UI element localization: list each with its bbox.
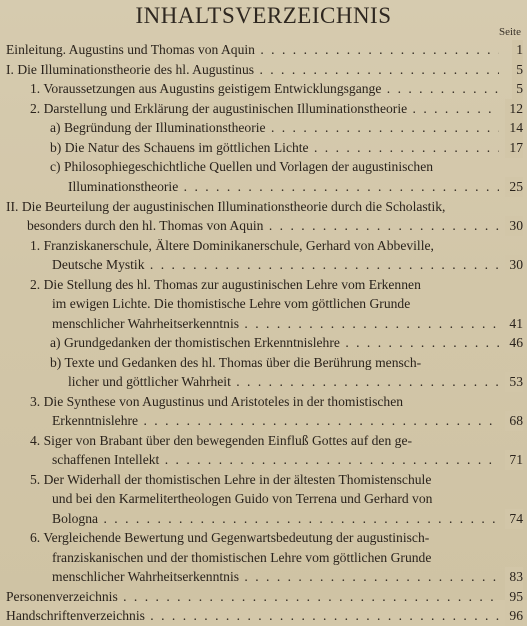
toc-entry-text: 6. Vergleichende Bewertung und Gegenwartsbedeutung der augustinisch- xyxy=(30,530,430,545)
toc-entry-line xyxy=(30,470,523,490)
toc-entry-line xyxy=(6,587,499,607)
toc-entry-line xyxy=(52,255,499,275)
toc-entry-line xyxy=(30,79,499,99)
toc-entry-text: licher und göttlicher Wahrheit . . . xyxy=(68,374,499,389)
toc-entry-text: I. Die Illuminationstheorie des hl. Augustinus . . . xyxy=(6,62,499,77)
toc-entry-line xyxy=(52,314,499,334)
toc-entry-text: II. Die Beurteilung der augustinischen Illuminationstheorie durch die Scholastik, xyxy=(6,199,446,214)
toc-entry-line xyxy=(52,489,523,509)
toc-page-number: 30 xyxy=(505,255,523,275)
toc-entry-text: a) Grundgedanken der thomistischen Erkenntnislehre . . . xyxy=(50,335,499,350)
toc-entry-text: 4. Siger von Brabant über den bewegenden Einfluß Gottes auf den ge- xyxy=(30,433,413,448)
toc-entry-line xyxy=(50,138,499,158)
toc-entry-text: im ewigen Lichte. Die thomistische Lehre vom göttlichen Grunde xyxy=(52,296,411,311)
toc-entry-line xyxy=(6,197,523,217)
toc-entry-line xyxy=(30,275,523,295)
toc-entry-text: 3. Die Synthese von Augustinus und Aristoteles in der thomistischen xyxy=(30,394,404,409)
toc-entry-text: Deutsche Mystik . . . xyxy=(52,257,499,272)
toc-entry-text: 1. Voraussetzungen aus Augustins geistigem Entwicklungsgange . . . xyxy=(30,81,499,96)
toc-entry-line xyxy=(27,216,499,236)
toc-page-number: 17 xyxy=(505,138,523,158)
page-title: INHALTSVERZEICHNIS xyxy=(135,3,392,28)
toc-entry-line xyxy=(6,60,499,80)
toc-page-number: 25 xyxy=(505,177,523,197)
toc-page-number: 12 xyxy=(505,99,523,119)
toc-entry-line xyxy=(30,392,523,412)
toc-entry-text: Illuminationstheorie . . . xyxy=(68,179,499,194)
toc-entry-line xyxy=(50,118,499,138)
toc-page-number: 68 xyxy=(505,411,523,431)
toc-page-number: 5 xyxy=(512,79,523,99)
toc-entry-line xyxy=(52,509,499,529)
toc-page-number: 1 xyxy=(512,40,523,60)
toc-entry-text: Einleitung. Augustins und Thomas von Aquin . . . xyxy=(6,42,499,57)
toc-entry-text: besonders durch den hl. Thomas von Aquin . . . xyxy=(27,218,499,233)
toc-entry-line xyxy=(52,548,523,568)
toc-entry-line xyxy=(50,333,499,353)
toc-entry-text: b) Die Natur des Schauens im göttlichen Lichte . . . xyxy=(50,140,499,155)
toc-entry-line xyxy=(50,157,523,177)
toc-entry-line xyxy=(52,411,499,431)
toc-entry-text: franziskanischen und der thomistischen Lehre vom göttlichen Grunde xyxy=(52,550,432,565)
toc-entry-text: menschlicher Wahrheitserkenntnis . . . xyxy=(52,569,499,584)
toc-entry-text: 1. Franziskanerschule, Ältere Dominikanerschule, Gerhard von Abbeville, xyxy=(30,238,434,253)
toc-entry-text: 2. Die Stellung des hl. Thomas zur augustinischen Lehre vom Erkennen xyxy=(30,277,421,292)
toc-entry-line xyxy=(52,294,523,314)
toc-entry-text: schaffenen Intellekt . . . xyxy=(52,452,499,467)
toc-entry-line xyxy=(30,99,499,119)
toc-entry-text: Handschriftenverzeichnis . . . xyxy=(6,608,499,623)
toc-page-number: 83 xyxy=(505,567,523,587)
toc-entry-text: Bologna . . . xyxy=(52,511,499,526)
toc-entry-text: b) Texte und Gedanken des hl. Thomas über die Berührung mensch- xyxy=(50,355,422,370)
toc-entry-line xyxy=(30,236,523,256)
toc-page-number: 14 xyxy=(505,118,523,138)
toc-entry-text: und bei den Karmelitertheologen Guido von Terrena und Gerhard von xyxy=(52,491,433,506)
toc-entry-line xyxy=(68,177,499,197)
toc-entry-line xyxy=(50,353,523,373)
toc-entry-text: Personenverzeichnis . . . xyxy=(6,589,499,604)
toc-entry-text: 2. Darstellung und Erklärung der augustinischen Illuminationstheorie . . . xyxy=(30,101,499,116)
toc-page-number: 95 xyxy=(505,587,523,607)
toc-entry-text: c) Philosophiegeschichtliche Quellen und Vorlagen der augustinischen xyxy=(50,159,434,174)
toc-page-number: 5 xyxy=(512,60,523,80)
toc-page-number: 71 xyxy=(505,450,523,470)
toc-entry-line xyxy=(6,40,499,60)
toc-page-number: 74 xyxy=(505,509,523,529)
toc-entry-line xyxy=(6,606,499,626)
toc-entry-text: a) Begründung der Illuminationstheorie . . . xyxy=(50,120,499,135)
toc-entry-line xyxy=(52,450,499,470)
toc-page-number: 96 xyxy=(505,606,523,626)
toc-page-number: 30 xyxy=(505,216,523,236)
toc-page-number: 41 xyxy=(505,314,523,334)
toc-entry-text: menschlicher Wahrheitserkenntnis . . . xyxy=(52,316,499,331)
toc-entry-line xyxy=(30,431,523,451)
toc-entry-line xyxy=(68,372,499,392)
toc-entry-line xyxy=(30,528,523,548)
toc-entry-text: Erkenntnislehre . . . xyxy=(52,413,499,428)
toc-page-number: 53 xyxy=(505,372,523,392)
toc-entry-line xyxy=(52,567,499,587)
toc-entry-text: 5. Der Widerhall der thomistischen Lehre in der ältesten Thomistenschule xyxy=(30,472,432,487)
toc-page-number: 46 xyxy=(505,333,523,353)
page-column-header: Seite xyxy=(499,26,521,38)
